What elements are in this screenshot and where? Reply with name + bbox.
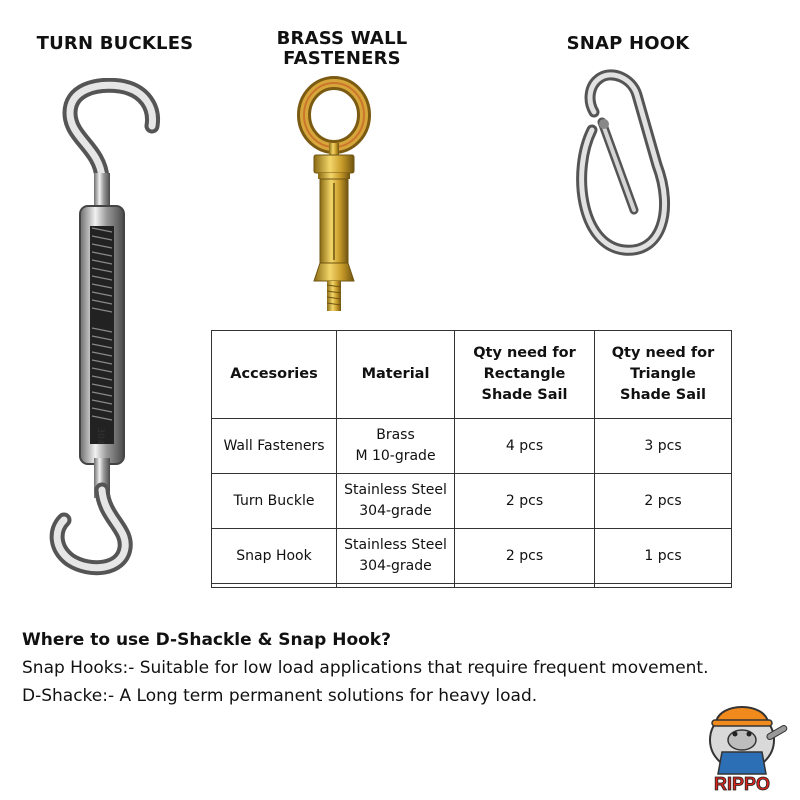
usage-section [22, 630, 800, 714]
rippo-logo-text: RIPPO [713, 774, 771, 794]
d-shackle-usage-text: D-Shacke:- A Long term permanent solutions for heavy load. [22, 686, 538, 706]
table-row [212, 474, 732, 529]
table-spacer-row [212, 584, 732, 588]
header-qty-triangle: Qty need for Triangle Shade Sail [595, 331, 732, 419]
snap-hook-image [562, 60, 682, 266]
cell-qty-triangle: 2 pcs [595, 474, 732, 529]
cell-accessory: Snap Hook [212, 529, 337, 584]
brass-wall-fastener-image [286, 75, 382, 315]
snap-hook-heading: SNAP HOOK [566, 33, 690, 54]
brass-wall-fasteners-heading: BRASS WALL FASTENERS [276, 28, 408, 69]
cell-accessory: Wall Fasteners [212, 419, 337, 474]
cell-qty-rectangle: 4 pcs [455, 419, 595, 474]
turnbuckle-stamp: 304 [95, 427, 105, 445]
snap-hooks-usage-text: Snap Hooks:- Suitable for low load applications that require frequent movement. [22, 658, 709, 678]
cell-qty-triangle: 3 pcs [595, 419, 732, 474]
cell-qty-triangle: 1 pcs [595, 529, 732, 584]
turnbuckle-image [40, 78, 180, 578]
cell-accessory: Turn Buckle [212, 474, 337, 529]
cell-qty-rectangle: 2 pcs [455, 529, 595, 584]
header-accessories: Accesories [212, 331, 337, 419]
usage-question: Where to use D-Shackle & Snap Hook? [22, 630, 391, 650]
table-header-row [212, 331, 732, 419]
accessories-table [211, 330, 732, 588]
rippo-logo [690, 696, 794, 796]
turn-buckles-heading: TURN BUCKLES [36, 33, 194, 54]
cell-material: Stainless Steel 304-grade [337, 474, 455, 529]
header-material: Material [337, 331, 455, 419]
table-row [212, 529, 732, 584]
table-row [212, 419, 732, 474]
cell-material: Stainless Steel 304-grade [337, 529, 455, 584]
header-qty-rectangle: Qty need for Rectangle Shade Sail [455, 331, 595, 419]
cell-qty-rectangle: 2 pcs [455, 474, 595, 529]
cell-material: Brass M 10-grade [337, 419, 455, 474]
